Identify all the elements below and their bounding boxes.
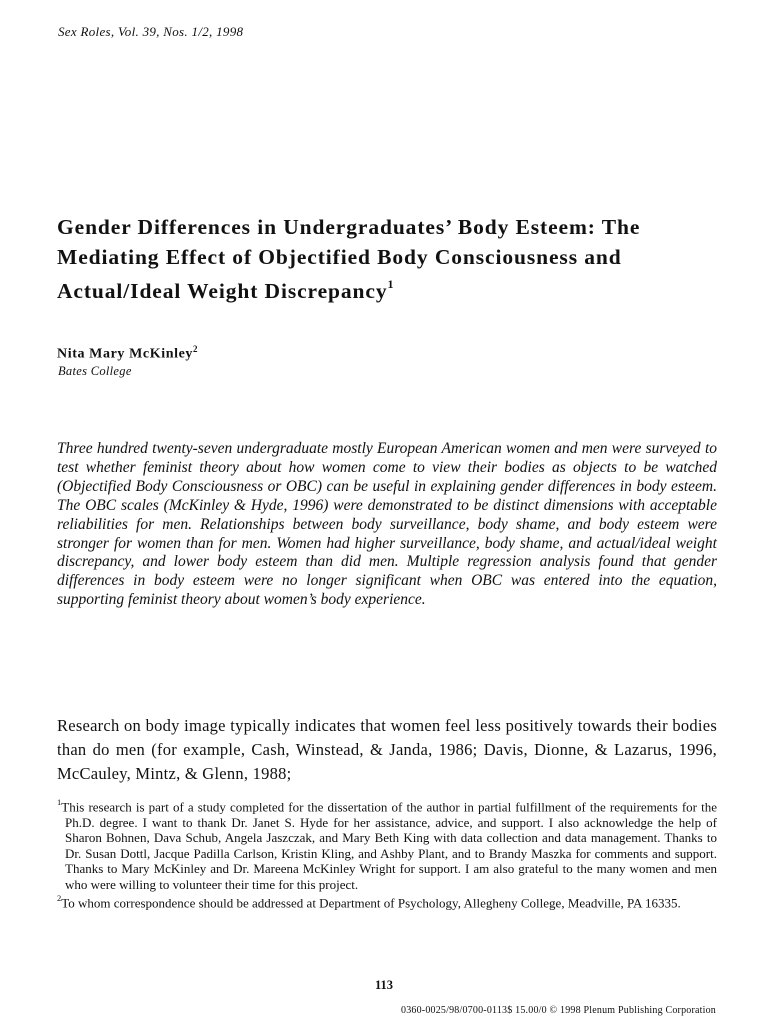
copyright-line: 0360-0025/98/0700-0113$ 15.00/0 © 1998 Plenum Publishing Corporation: [401, 1005, 716, 1016]
footnote-2: [57, 892, 717, 911]
footnote-2-text: To whom correspondence should be addressed at Department of Psychology, Allegheny College, Meadville, PA 16335.: [61, 895, 681, 911]
author-name-text: Nita Mary McKinley: [57, 346, 193, 362]
author-name: [57, 344, 198, 363]
page-number: 113: [374, 978, 394, 992]
article-title-text: Gender Differences in Undergraduates’ Body Esteem: The Mediating Effect of Objectified Body Consciousness and Actual/Ideal Weight Discrepancy: [57, 215, 641, 304]
body-paragraph: Research on body image typically indicates that women feel less positively towards their bodies than do men (for example, Cash, Winstead, & Janda, 1986; Davis, Dionne, & Lazarus, 1996, McCauley, Mintz, & Glenn, 1988;: [57, 716, 717, 783]
footnote-2-marker: 2: [57, 893, 62, 904]
journal-reference: Sex Roles, Vol. 39, Nos. 1/2, 1998: [58, 24, 244, 39]
footnote-1: [57, 796, 717, 892]
footnotes: [57, 796, 717, 911]
footnote-1-text: This research is part of a study completed for the dissertation of the author in partial fulfillment of the requirements for the Ph.D. degree. I want to thank Dr. Janet S. Hyde for her assistance, advice, and support. I also acknowledge the help of Sharon Bohnen, Dava Schub, Angela Jaszczak, and Mary Beth King with data collection and data management. Thanks to Dr. Susan Dottl, Jacque Padilla Carlson, Kristin Kling, and Ashby Plant, and to Brandy Maszka for comments and support. Thanks to Mary McKinley and Dr. Mareena McKinley Wright for support. I am also grateful to the many women and men who were willing to volunteer their time for this project.: [61, 799, 717, 892]
footnote-1-marker: 1: [57, 797, 62, 807]
article-title: [57, 213, 717, 307]
author-footnote-marker: 2: [193, 344, 199, 354]
title-footnote-marker: 1: [387, 277, 395, 291]
abstract: Three hundred twenty-seven undergraduate mostly European American women and men were surveyed to test whether feminist theory about how women come to view their bodies as objects to be watched (Objectified Body Consciousness or OBC) can be useful in explaining gender differences in body esteem. The OBC scales (McKinley & Hyde, 1996) were demonstrated to be distinct dimensions with acceptable reliabilities for men. Relationships between body surveillance, body shame, and body esteem were stronger for women than for men. Women had higher surveillance, body shame, and actual/ideal weight discrepancy, and lower body esteem than did men. Multiple regression analysis found that gender differences in body esteem were no longer significant when OBC was entered into the equation, supporting feminist theory about women’s body experience.: [57, 440, 717, 609]
author-affiliation: Bates College: [58, 364, 132, 378]
